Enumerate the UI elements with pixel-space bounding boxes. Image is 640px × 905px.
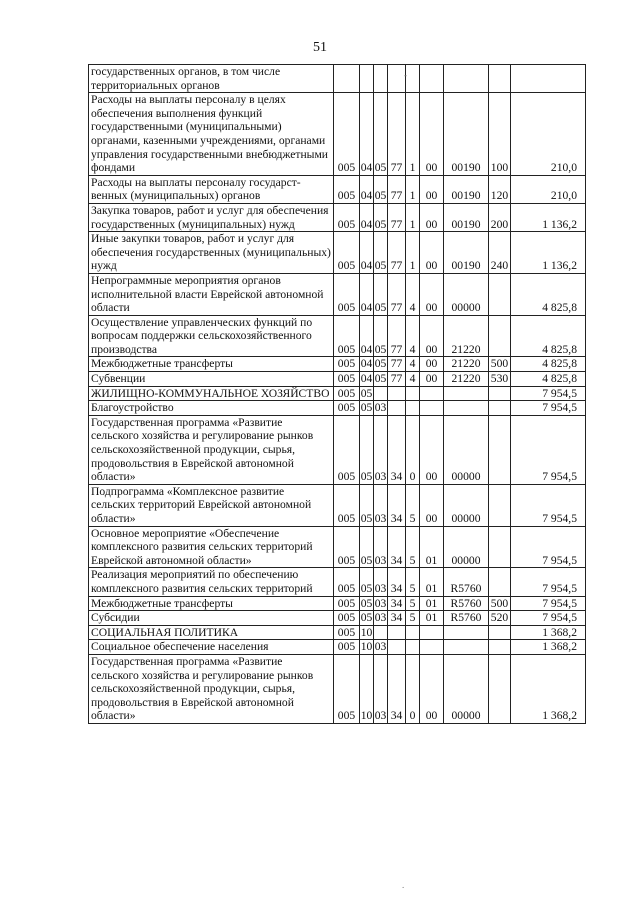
- cell-program: [388, 386, 406, 401]
- table-row: [89, 315, 586, 357]
- cell-direction: 00000: [444, 415, 489, 484]
- table-row: [89, 526, 586, 568]
- cell-direction: 21220: [444, 357, 489, 372]
- cell-main-event: [420, 625, 444, 640]
- cell-section: 05: [360, 611, 373, 625]
- cell-name: Государственная программа «Развитие сельского хозяйства и регулирование рынков сельскохозяйственной продукции, сырья, продовольствия в Еврейской автономной области»: [89, 654, 334, 723]
- cell-ministry: 005: [334, 203, 360, 231]
- cell-amount: 4 825,8: [511, 357, 586, 372]
- cell-expense-type: [489, 484, 511, 526]
- cell-section: 04: [360, 372, 373, 386]
- cell-name: Социальное обеспечение населения: [89, 640, 334, 655]
- cell-direction: 00000: [444, 654, 489, 723]
- cell-subsection: 05: [374, 273, 388, 315]
- cell-amount: 7 954,5: [511, 526, 586, 568]
- cell-main-event: 00: [420, 273, 444, 315]
- cell-direction: 00000: [444, 273, 489, 315]
- cell-subsection: 05: [374, 93, 388, 176]
- cell-ministry: 005: [334, 640, 360, 655]
- cell-program: 34: [388, 596, 406, 611]
- cell-program: 77: [388, 93, 406, 176]
- cell-main-event: 01: [420, 596, 444, 611]
- cell-section: 04: [360, 315, 374, 357]
- cell-program: 77: [388, 372, 406, 387]
- table-row: [89, 596, 586, 611]
- cell-main-event: [420, 640, 444, 655]
- cell-name: Межбюджетные трансферты: [89, 357, 334, 372]
- cell-subsection: 03: [374, 596, 387, 610]
- cell-subprogram: [406, 401, 420, 416]
- cell-direction: R5760: [444, 611, 489, 626]
- cell-name: Государственная программа «Развитие сельского хозяйства и регулирование рынков сельскохозяйственной продукции, сырья, продовольствия в Еврейской автономной области»: [89, 415, 334, 484]
- cell-amount: [511, 65, 586, 93]
- cell-ministry: 005: [334, 568, 360, 596]
- cell-expense-type: [489, 65, 511, 93]
- cell-section: 05: [360, 596, 373, 610]
- cell-main-event: [420, 401, 444, 416]
- cell-section: 10: [360, 640, 373, 654]
- cell-main-event: 00: [420, 372, 444, 387]
- scan-mark: .: [402, 880, 405, 890]
- cell-direction: R5760: [444, 596, 489, 611]
- cell-name: Благоустройство: [89, 401, 334, 416]
- cell-subprogram: 5: [406, 484, 420, 526]
- cell-subsection: 05: [374, 357, 387, 371]
- cell-expense-type: [489, 654, 511, 723]
- cell-amount: 1 368,2: [511, 640, 586, 655]
- table-row: [89, 203, 586, 231]
- cell-expense-type: 500: [489, 357, 511, 372]
- cell-subprogram: 5: [406, 596, 420, 611]
- cell-name: ЖИЛИЩНО-КОММУНАЛЬНОЕ ХОЗЯЙСТВО: [89, 386, 334, 401]
- cell-ministry: 005: [334, 526, 360, 568]
- cell-amount: 7 954,5: [511, 568, 586, 596]
- cell-ministry: 005: [334, 611, 360, 626]
- cell-section: 10: [360, 625, 373, 639]
- cell-section: 05: [360, 386, 373, 400]
- cell-direction: 00190: [444, 203, 489, 231]
- budget-table: [88, 64, 586, 724]
- cell-subsection: 03: [374, 415, 388, 484]
- cell-program: 34: [388, 654, 406, 723]
- cell-subsection: 03: [374, 401, 387, 415]
- cell-section: 04: [360, 203, 374, 231]
- cell-program: 77: [388, 232, 406, 274]
- cell-direction: 00000: [444, 526, 489, 568]
- cell-subsection: 05: [374, 372, 387, 386]
- cell-expense-type: 530: [489, 372, 511, 387]
- cell-main-event: [420, 386, 444, 401]
- cell-direction: 21220: [444, 315, 489, 357]
- cell-section: 04: [360, 175, 374, 203]
- cell-amount: 7 954,5: [511, 401, 586, 416]
- cell-subsection: 03: [374, 640, 387, 654]
- table-row: [89, 415, 586, 484]
- cell-amount: 4 825,8: [511, 273, 586, 315]
- cell-amount: 7 954,5: [511, 386, 586, 401]
- table-row: [89, 357, 586, 372]
- cell-subprogram: [406, 625, 420, 640]
- cell-section: 05: [360, 415, 374, 484]
- table-row: [89, 175, 586, 203]
- cell-expense-type: 520: [489, 611, 511, 626]
- cell-subsection: 05: [374, 232, 388, 274]
- cell-main-event: 01: [420, 526, 444, 568]
- cell-main-event: 01: [420, 611, 444, 626]
- cell-subprogram: 1: [406, 93, 420, 176]
- cell-main-event: 00: [420, 415, 444, 484]
- cell-amount: 1 136,2: [511, 232, 586, 274]
- cell-expense-type: 120: [489, 175, 511, 203]
- cell-program: 34: [388, 484, 406, 526]
- cell-ministry: 005: [334, 596, 360, 611]
- cell-direction: [444, 640, 489, 655]
- cell-subprogram: 1: [406, 232, 420, 274]
- cell-main-event: 00: [420, 654, 444, 723]
- cell-amount: 210,0: [511, 93, 586, 176]
- cell-program: 34: [388, 568, 406, 596]
- cell-expense-type: [489, 415, 511, 484]
- cell-subsection: [374, 65, 388, 93]
- cell-expense-type: [489, 625, 511, 640]
- cell-program: [388, 625, 406, 640]
- cell-amount: 1 136,2: [511, 203, 586, 231]
- table-row: [89, 611, 586, 626]
- cell-program: 34: [388, 415, 406, 484]
- cell-section: 05: [360, 401, 373, 415]
- table-row: [89, 640, 586, 655]
- cell-ministry: 005: [334, 315, 360, 357]
- cell-name: Субсидии: [89, 611, 334, 626]
- cell-subprogram: 4: [406, 273, 420, 315]
- table-row: [89, 65, 586, 93]
- cell-subsection: 05: [374, 315, 388, 357]
- cell-direction: [444, 386, 489, 401]
- cell-amount: 7 954,5: [511, 611, 586, 626]
- cell-subsection: 03: [374, 526, 388, 568]
- cell-ministry: 005: [334, 372, 360, 387]
- cell-main-event: 00: [420, 93, 444, 176]
- cell-direction: 00000: [444, 484, 489, 526]
- cell-program: [388, 640, 406, 655]
- cell-amount: 7 954,5: [511, 484, 586, 526]
- cell-expense-type: 240: [489, 232, 511, 274]
- cell-section: 04: [360, 357, 373, 371]
- cell-expense-type: [489, 315, 511, 357]
- cell-section: 04: [360, 232, 374, 274]
- cell-program: 77: [388, 203, 406, 231]
- cell-main-event: [420, 65, 444, 93]
- cell-main-event: 00: [420, 315, 444, 357]
- cell-subprogram: 1: [406, 203, 420, 231]
- cell-subsection: [374, 625, 388, 640]
- table-row: [89, 654, 586, 723]
- table-row: [89, 625, 586, 640]
- cell-ministry: 005: [334, 415, 360, 484]
- cell-direction: [444, 65, 489, 93]
- cell-subprogram: 5: [406, 611, 420, 626]
- cell-subsection: [374, 386, 388, 401]
- cell-name: Расходы на выплаты персоналу государст-венных (муниципальных) органов: [89, 175, 334, 203]
- cell-section: [360, 65, 374, 93]
- cell-subprogram: 4: [406, 372, 420, 387]
- cell-amount: 4 825,8: [511, 372, 586, 387]
- cell-section: 05: [360, 484, 374, 526]
- cell-program: 34: [388, 526, 406, 568]
- cell-main-event: 00: [420, 203, 444, 231]
- table-row: [89, 401, 586, 416]
- cell-program: 77: [388, 315, 406, 357]
- cell-ministry: 005: [334, 401, 360, 416]
- cell-expense-type: [489, 568, 511, 596]
- cell-program: 77: [388, 175, 406, 203]
- cell-name: государственных органов, в том числе территориальных органов: [89, 65, 334, 93]
- cell-name: Расходы на выплаты персоналу в целях обеспечения выполнения функций государственными (муниципальными) органами, казенными учреждениями, органами управления государственными внебюджетными фондами: [89, 93, 334, 176]
- cell-program: [388, 65, 406, 93]
- cell-subprogram: 5: [406, 526, 420, 568]
- cell-name: Осуществление управленческих функций по вопросам поддержки сельскохозяйственного производства: [89, 315, 334, 357]
- cell-subprogram: 1: [406, 175, 420, 203]
- cell-direction: 00190: [444, 232, 489, 274]
- cell-name: Непрограммные мероприятия органов исполнительной власти Еврейской автономной области: [89, 273, 334, 315]
- cell-name: Подпрограмма «Комплексное развитие сельских территорий Еврейской автономной области»: [89, 484, 334, 526]
- cell-direction: 21220: [444, 372, 489, 387]
- cell-ministry: [334, 65, 360, 93]
- cell-direction: R5760: [444, 568, 489, 596]
- cell-ministry: 005: [334, 386, 360, 401]
- cell-main-event: 00: [420, 175, 444, 203]
- cell-name: Иные закупки товаров, работ и услуг для обеспечения государственных (муниципальных) нужд: [89, 232, 334, 274]
- cell-ministry: 005: [334, 654, 360, 723]
- cell-program: 77: [388, 273, 406, 315]
- cell-subsection: 03: [374, 484, 388, 526]
- cell-name: Реализация мероприятий по обеспечению комплексного развития сельских территорий: [89, 568, 334, 596]
- cell-amount: 210,0: [511, 175, 586, 203]
- cell-expense-type: 100: [489, 93, 511, 176]
- cell-subprogram: 4: [406, 357, 420, 372]
- cell-amount: 1 368,2: [511, 625, 586, 640]
- cell-subprogram: 5: [406, 568, 420, 596]
- cell-expense-type: [489, 526, 511, 568]
- cell-main-event: 00: [420, 357, 444, 372]
- table-row: [89, 93, 586, 176]
- table-row: [89, 273, 586, 315]
- cell-section: 10: [360, 654, 374, 723]
- cell-subsection: 03: [374, 568, 388, 596]
- table-row: [89, 372, 586, 387]
- cell-program: [388, 401, 406, 416]
- cell-direction: [444, 625, 489, 640]
- page-number: 51: [313, 40, 327, 55]
- cell-main-event: 00: [420, 484, 444, 526]
- cell-subprogram: 0: [406, 654, 420, 723]
- cell-subprogram: [406, 386, 420, 401]
- cell-main-event: 01: [420, 568, 444, 596]
- cell-program: 34: [388, 611, 406, 626]
- cell-expense-type: 500: [489, 596, 511, 611]
- cell-subsection: 03: [374, 611, 387, 625]
- cell-expense-type: [489, 401, 511, 416]
- cell-expense-type: [489, 386, 511, 401]
- cell-name: Закупка товаров, работ и услуг для обеспечения государственных (муниципальных) нужд: [89, 203, 334, 231]
- cell-amount: 7 954,5: [511, 415, 586, 484]
- table-row: [89, 386, 586, 401]
- cell-name: Субвенции: [89, 372, 334, 387]
- cell-subsection: 05: [374, 175, 388, 203]
- cell-ministry: 005: [334, 232, 360, 274]
- cell-ministry: 005: [334, 175, 360, 203]
- cell-section: 05: [360, 526, 374, 568]
- table-row: [89, 568, 586, 596]
- cell-ministry: 005: [334, 625, 360, 640]
- cell-subsection: 03: [374, 654, 388, 723]
- cell-expense-type: [489, 273, 511, 315]
- cell-ministry: 005: [334, 273, 360, 315]
- cell-ministry: 005: [334, 357, 360, 372]
- table-row: [89, 484, 586, 526]
- cell-main-event: 00: [420, 232, 444, 274]
- scan-mark: -: [404, 70, 407, 80]
- cell-expense-type: 200: [489, 203, 511, 231]
- cell-subprogram: 4: [406, 315, 420, 357]
- cell-amount: 1 368,2: [511, 654, 586, 723]
- cell-section: 04: [360, 93, 374, 176]
- cell-direction: [444, 401, 489, 416]
- cell-subprogram: [406, 640, 420, 655]
- cell-direction: 00190: [444, 93, 489, 176]
- cell-section: 04: [360, 273, 374, 315]
- cell-section: 05: [360, 568, 374, 596]
- cell-direction: 00190: [444, 175, 489, 203]
- cell-expense-type: [489, 640, 511, 655]
- cell-name: Межбюджетные трансферты: [89, 596, 334, 611]
- cell-name: СОЦИАЛЬНАЯ ПОЛИТИКА: [89, 625, 334, 640]
- cell-name: Основное мероприятие «Обеспечение комплексного развития сельских территорий Еврейской автономной области»: [89, 526, 334, 568]
- cell-subprogram: 0: [406, 415, 420, 484]
- cell-amount: 4 825,8: [511, 315, 586, 357]
- table-row: [89, 232, 586, 274]
- cell-subprogram: [406, 65, 420, 93]
- cell-ministry: 005: [334, 484, 360, 526]
- cell-program: 77: [388, 357, 406, 372]
- cell-amount: 7 954,5: [511, 596, 586, 611]
- cell-ministry: 005: [334, 93, 360, 176]
- cell-subsection: 05: [374, 203, 388, 231]
